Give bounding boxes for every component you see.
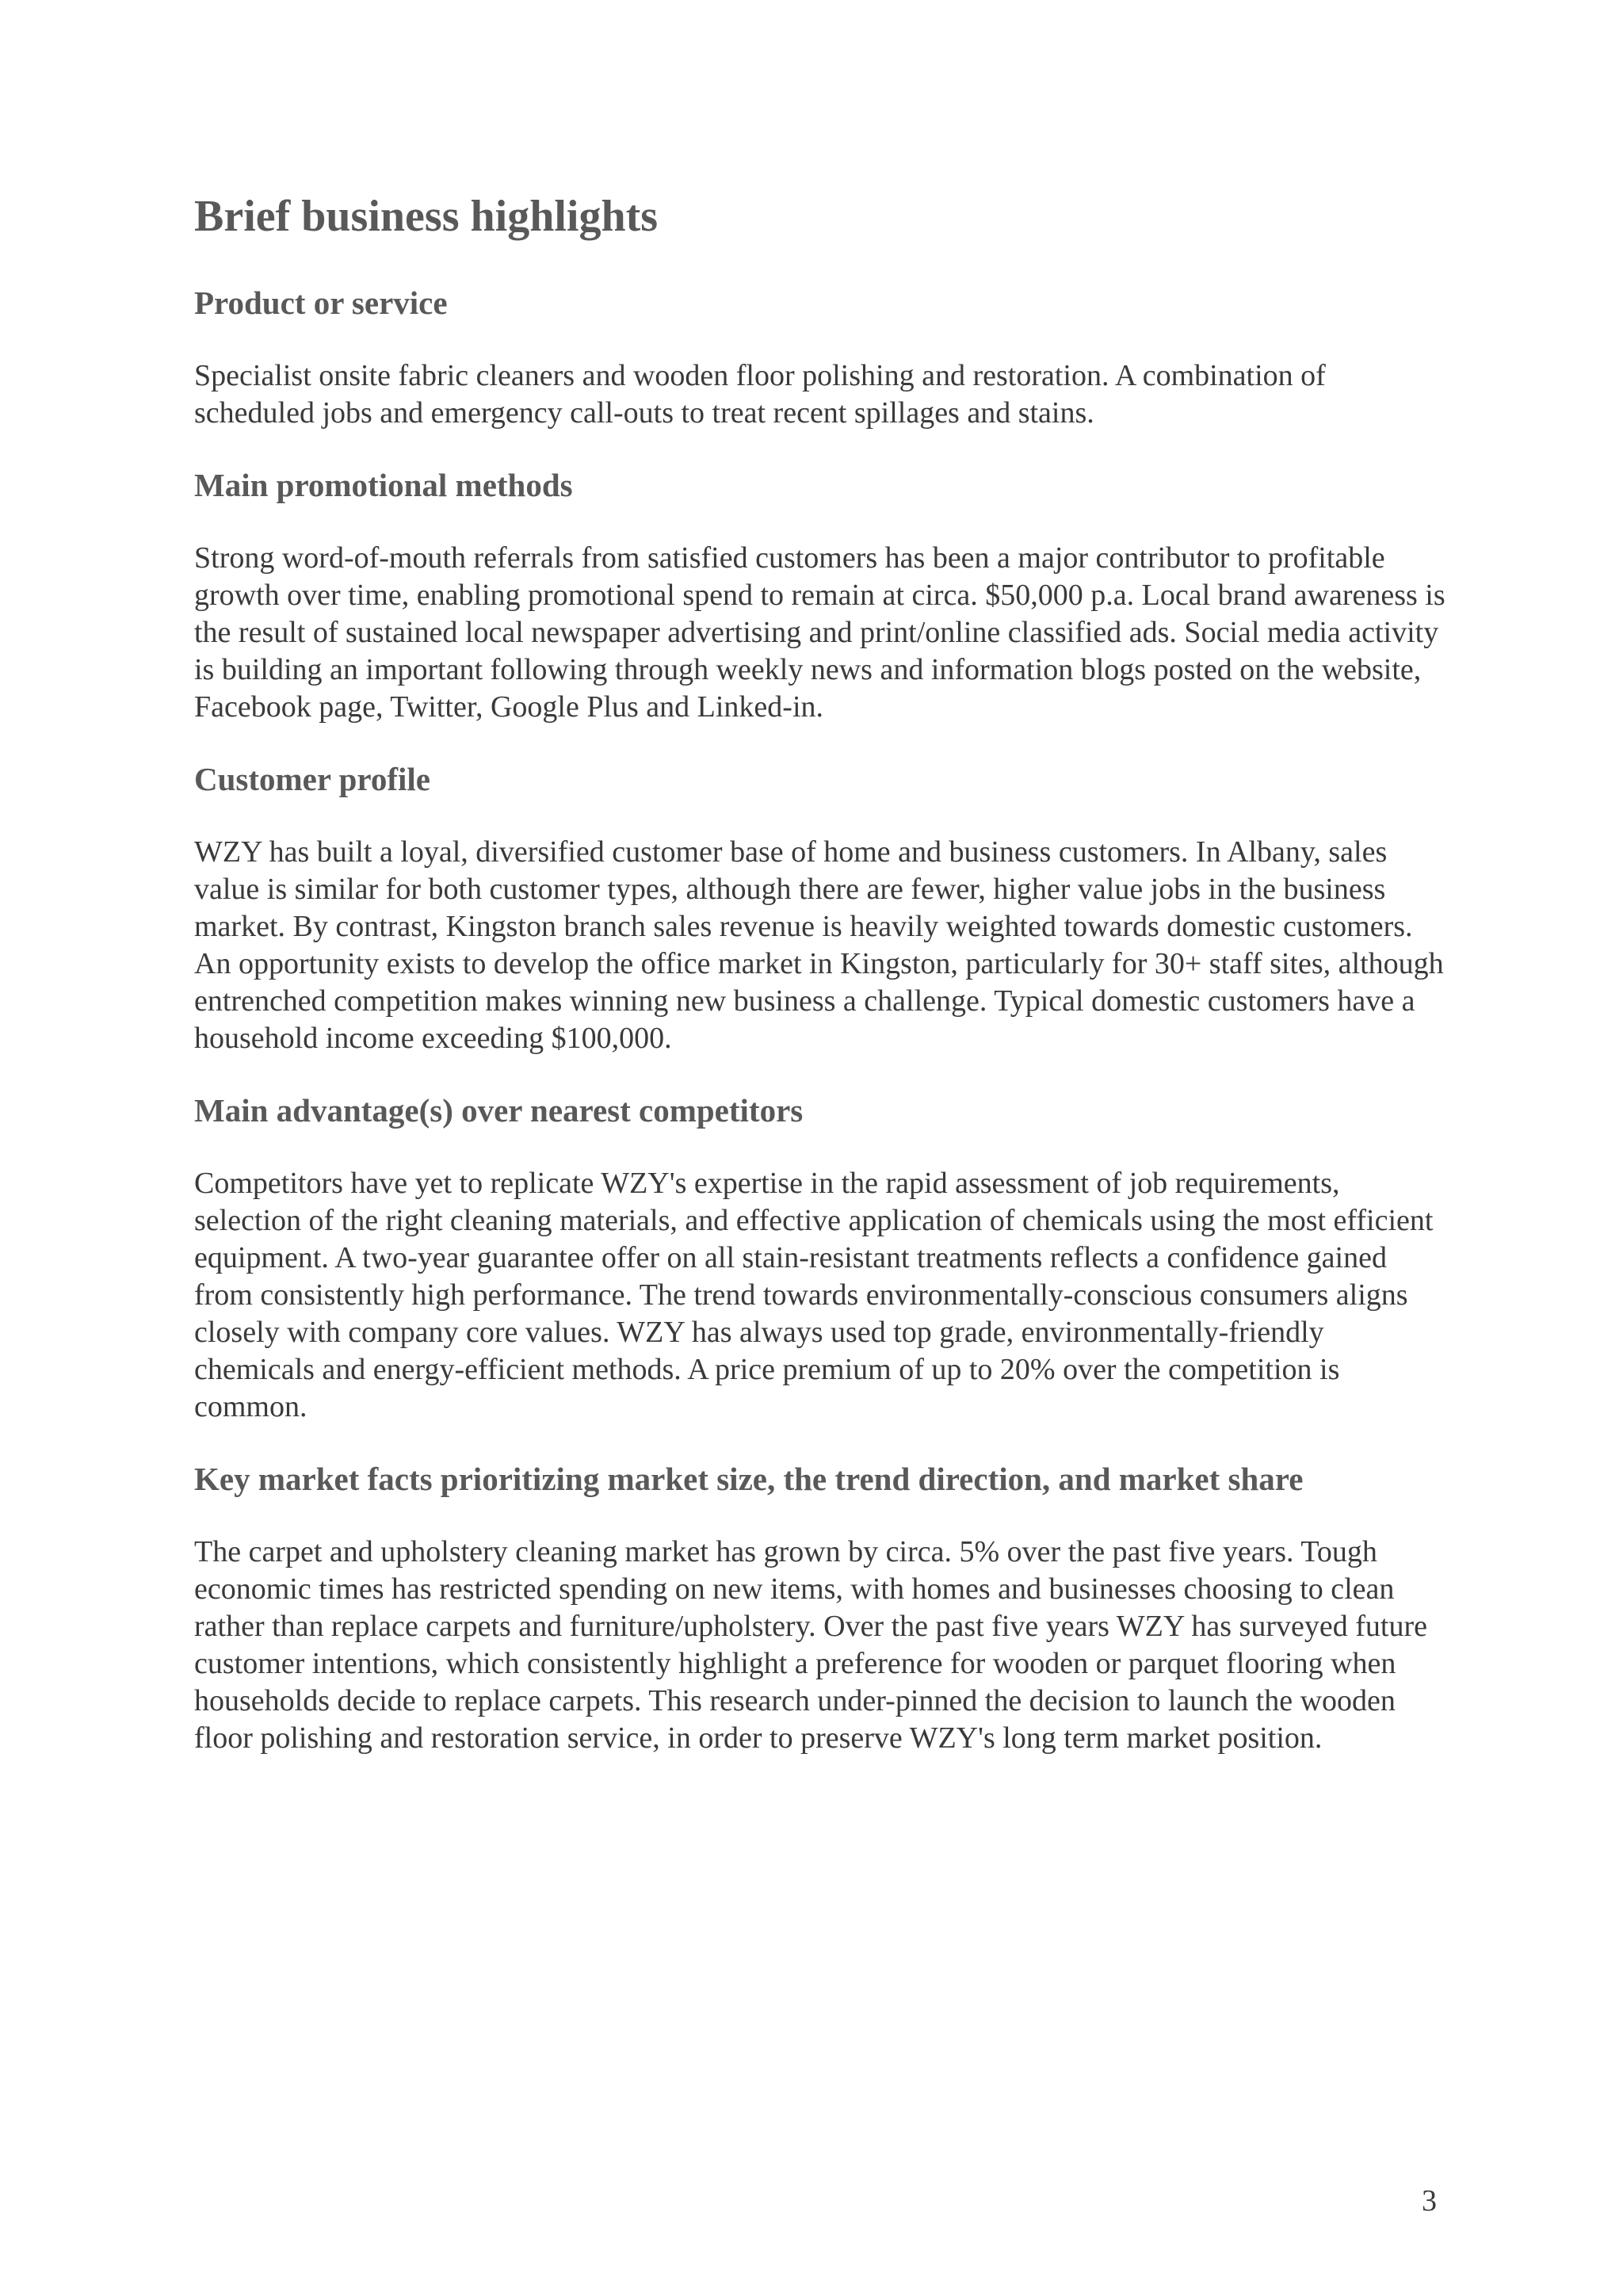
section-body-key-market-facts: The carpet and upholstery cleaning market has grown by circa. 5% over the past five years. Tough economic times has restricted spending on new items, with homes and businesses choosing to clean rather than replace carpets and furniture/upholstery. Over the past five years WZY has surveyed future customer intentions, which consistently highlight a preference for wooden or parquet flooring when households decide to replace carpets. This research under-pinned the decision to launch the wooden floor polishing and restoration service, in order to preserve WZY's long term market position. xyxy=(194,1535,1427,1755)
section-heading-competitive-advantages: Main advantage(s) over nearest competitors xyxy=(194,1092,804,1129)
section-body-customer-profile: WZY has built a loyal, diversified customer base of home and business customers. In Albany, sales value is similar for both customer types, although there are fewer, higher value jobs in the business market. By contrast, Kingston branch sales revenue is heavily weighted towards domestic customers. An opportunity exists to develop the office market in Kingston, particularly for 30+ staff sites, although entrenched competition makes winning new business a challenge. Typical domestic customers have a household income exceeding $100,000. xyxy=(194,835,1444,1056)
section-heading-customer-profile: Customer profile xyxy=(194,761,430,798)
section-heading-promotional-methods: Main promotional methods xyxy=(194,467,573,504)
section-body-product-or-service: Specialist onsite fabric cleaners and wooden floor polishing and restoration. A combination of scheduled jobs and emergency call-outs to treat recent spillages and stains. xyxy=(194,359,1326,430)
section-heading-product-or-service: Product or service xyxy=(194,285,448,322)
section-heading-key-market-facts: Key market facts prioritizing market size, the trend direction, and market share xyxy=(194,1461,1304,1498)
page-title: Brief business highlights xyxy=(194,192,659,241)
page-content xyxy=(194,190,1446,1789)
page-number: 3 xyxy=(1422,2184,1437,2218)
section-body-competitive-advantages: Competitors have yet to replicate WZY's expertise in the rapid assessment of job requirements, selection of the right cleaning materials, and effective application of chemicals using the most efficient equipment. A two-year guarantee offer on all stain-resistant treatments reflects a confidence gained from consistently high performance. The trend towards environmentally-conscious consumers aligns closely with company core values. WZY has always used top grade, environmentally-friendly chemicals and energy-efficient methods. A price premium of up to 20% over the competition is common. xyxy=(194,1167,1434,1424)
section-body-promotional-methods: Strong word-of-mouth referrals from satisfied customers has been a major contributor to profitable growth over time, enabling promotional spend to remain at circa. $50,000 p.a. Local brand awareness is the result of sustained local newspaper advertising and print/online classified ads. Social media activity is building an important following through weekly news and information blogs posted on the website, Facebook page, Twitter, Google Plus and Linked-in. xyxy=(194,541,1445,724)
